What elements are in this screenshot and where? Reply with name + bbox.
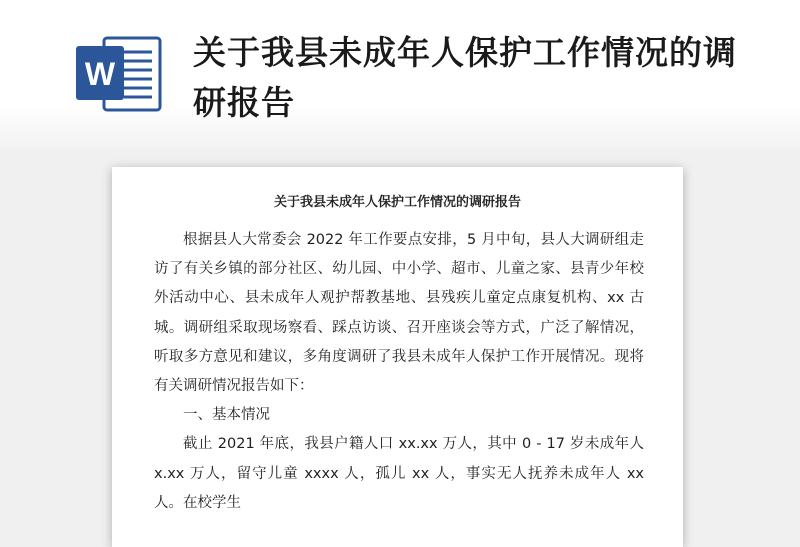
paragraph-population: 截止 2021 年底，我县户籍人口 xx.xx 万人，其中 0 - 17 岁未成年人 x.xx 万人，留守儿童 xxxx 人，孤儿 xx 人，事实无人抚养未成年人 xx 人。在校学生 <box>154 436 644 511</box>
paragraph-intro: 根据县人大常委会 2022 年工作要点安排，5 月中旬，县人大调研组走访了有关乡镇的部分社区、幼儿园、中小学、超市、儿童之家、县青少年校外活动中心、县未成年人观护帮教基地、县残疾儿童定点康复机构、xx 古城。调研组采取现场察看、踩点访谈、召开座谈会等方式，广泛了解情况，听取多方意见和建议，多角度调研了我县未成年人保护工作开展情况。现将有关调研情况报告如下： <box>154 232 644 395</box>
header-banner <box>0 0 800 150</box>
page-title: 关于我县未成年人保护工作情况的调研报告 <box>193 33 737 122</box>
svg-text:W: W <box>84 56 116 92</box>
document-body <box>154 226 644 518</box>
section-heading-basic: 一、基本情况 <box>183 407 270 424</box>
document-page <box>112 167 683 547</box>
document-heading: 关于我县未成年人保护工作情况的调研报告 <box>273 195 521 210</box>
word-document-icon <box>74 34 164 114</box>
